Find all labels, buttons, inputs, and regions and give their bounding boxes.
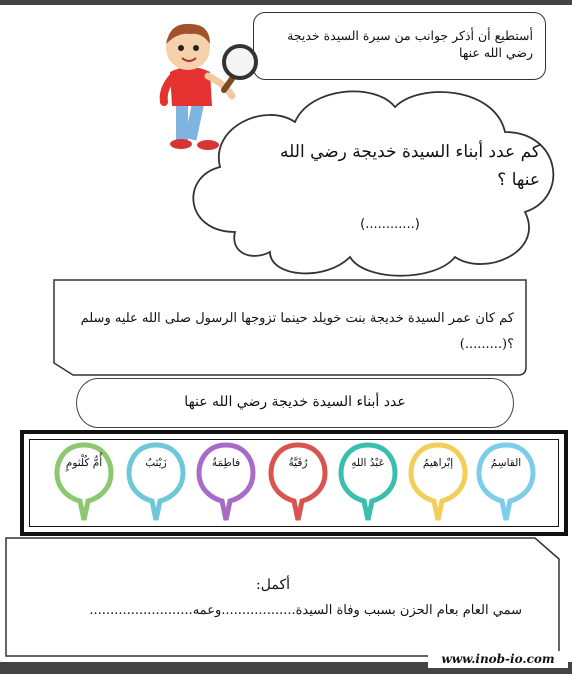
children-count-question: كم عدد أبناء السيدة خديجة رضي الله عنها ؟	[280, 142, 540, 190]
child-name-7: أُمُّ كُلْثومٍ	[65, 457, 103, 469]
name-bubble	[476, 441, 536, 523]
objective-box	[253, 12, 546, 80]
child-name-1: القاسِمُ	[490, 457, 522, 469]
child-name-5: فاطِمَةُ	[211, 457, 241, 469]
name-bubble	[196, 441, 256, 523]
complete-title: أكمل:	[256, 577, 290, 593]
answer-blank: (............)	[360, 217, 420, 232]
child-name-4: رُقَيَّةُ	[288, 457, 308, 469]
top-border	[0, 0, 572, 5]
name-bubble	[268, 441, 328, 523]
complete-box	[5, 537, 560, 657]
name-bubble	[338, 441, 398, 523]
age-question: كم كان عمر السيدة خديجة بنت خويلد حينما تزوجها الرسول صلى الله عليه وسلم ؟(.........)	[80, 311, 514, 352]
objective-text: أستطيع أن أذكر جوانب من سيرة السيدة خديجة رضي الله عنها	[287, 28, 533, 60]
name-bubble	[126, 441, 186, 523]
name-bubble	[408, 441, 468, 523]
child-name-2: إبْراهيمُ	[422, 457, 454, 469]
child-name-3: عَبْدُ اللهِ	[351, 457, 385, 469]
children-heading-box	[76, 378, 514, 428]
complete-sentence: سمي العام بعام الحزن بسبب وفاة السيدة..................وعمه.........................	[89, 603, 522, 618]
child-name-6: زَيْنَبُ	[145, 457, 167, 469]
name-bubble	[54, 441, 114, 523]
site-watermark: www.inob-io.com	[428, 651, 568, 668]
children-heading: عدد أبناء السيدة خديجة رضي الله عنها	[184, 394, 406, 410]
